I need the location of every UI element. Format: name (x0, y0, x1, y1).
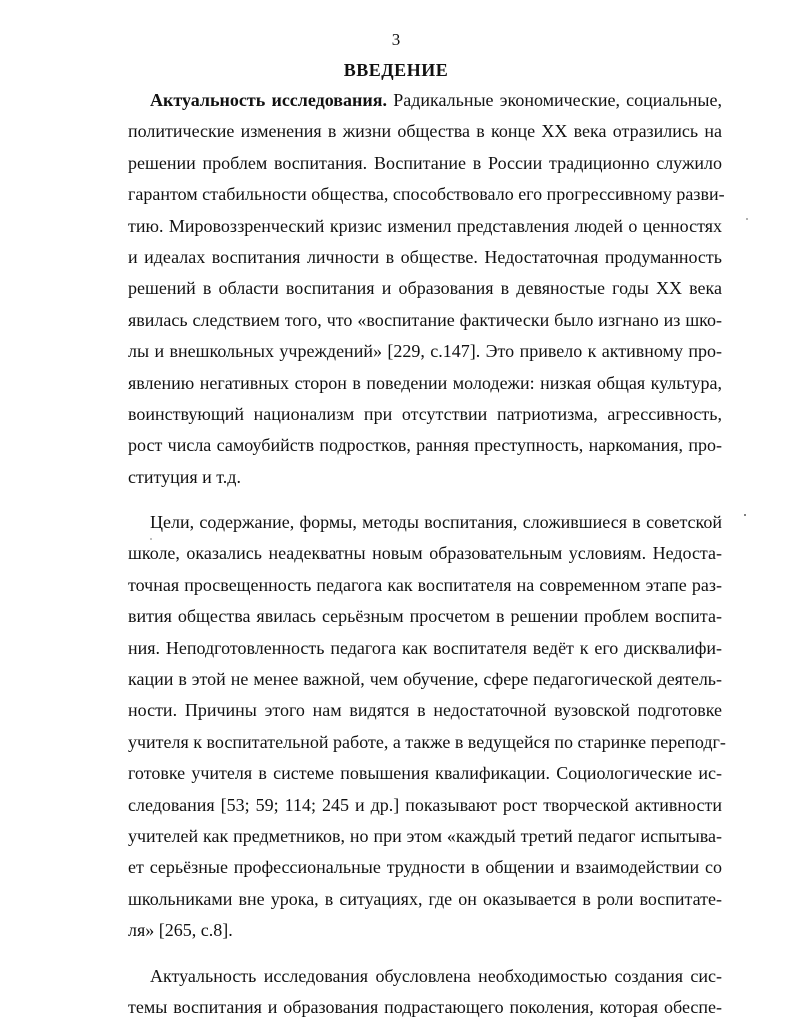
text-line: учителя к воспитательной работе, а также в ведущейся по старинке переподг- (128, 731, 726, 752)
text-line: решении проблем воспитания. Воспитание в России традиционно служило (128, 152, 722, 173)
text-line: явлению негативных сторон в поведении молодежи: низкая общая культура, (128, 372, 722, 393)
text-line: политические изменения в жизни общества в конце XX века отразились на (128, 121, 722, 142)
text-line: вития общества явилась серьёзным просчетом в решении проблем воспита- (128, 606, 722, 627)
text-line: Актуальность исследования обусловлена необходимостью создания сис- (150, 965, 722, 986)
scan-speck (150, 538, 152, 540)
text-line: Цели, содержание, формы, методы воспитания, сложившиеся в советской (150, 512, 722, 533)
text-line: ет серьёзные профессиональные трудности в общении и взаимодействии со (128, 857, 722, 878)
text-line: Актуальность исследования. Радикальные экономические, социальные, (150, 90, 722, 110)
text-line: следования [53; 59; 114; 245 и др.] показывают рост творческой активности (128, 794, 722, 815)
text-line: тию. Мировоззренческий кризис изменил представления людей о ценностях (128, 215, 722, 236)
text-line: темы воспитания и образования подрастающего поколения, которая обеспе- (128, 996, 722, 1017)
text-line: лы и внешкольных учреждений» [229, с.147]. Это привело к активному про- (128, 341, 722, 362)
text-line: воинствующий национализм при отсутствии патриотизма, агрессивность, (128, 403, 722, 424)
text-line: ституция и т.д. (128, 466, 241, 487)
lead-phrase: Актуальность исследования. (150, 90, 388, 110)
section-heading: ВВЕДЕНИЕ (343, 60, 449, 80)
text-line: точная просвещенность педагога как воспитателя на современном этапе раз- (128, 574, 722, 595)
text-line: школьниками вне урока, в ситуациях, где он оказывается в роли воспитате- (128, 888, 722, 909)
text-line: решений в области воспитания и образования в девяностые годы XX века (128, 278, 722, 299)
scan-speck (744, 514, 746, 516)
text-line: ности. Причины этого нам видятся в недостаточной вузовской подготовке (128, 700, 722, 721)
text-line: гарантом стабильности общества, способствовало его прогрессивному разви- (128, 184, 725, 205)
text-line: явилась следствием того, что «воспитание фактически было изгнано из шко- (128, 309, 722, 330)
paragraph-2 (128, 507, 726, 946)
scan-speck (746, 218, 748, 220)
text-line: кации в этой не менее важной, чем обучение, сфере педагогической деятель- (128, 669, 722, 690)
text-line: ния. Неподготовленность педагога как воспитателя ведёт к его дисквалифи- (128, 637, 722, 658)
body-text (128, 85, 726, 1023)
paragraph-3 (128, 961, 722, 1024)
text-line: школе, оказались неадекватны новым образовательным условиям. Недоста- (128, 543, 722, 564)
text-line: готовке учителя в системе повышения квалификации. Социологические ис- (128, 763, 722, 784)
text-line: учителей как предметников, но при этом «каждый третий педагог испытыва- (128, 825, 722, 846)
text-line: рост числа самоубийств подростков, ранняя преступность, наркомания, про- (128, 435, 722, 456)
page-number: 3 (391, 30, 401, 49)
paragraph-1 (128, 85, 725, 493)
text-line: и идеалах воспитания личности в обществе. Недостаточная продуманность (128, 246, 722, 267)
text-line: ля» [265, с.8]. (128, 920, 233, 941)
